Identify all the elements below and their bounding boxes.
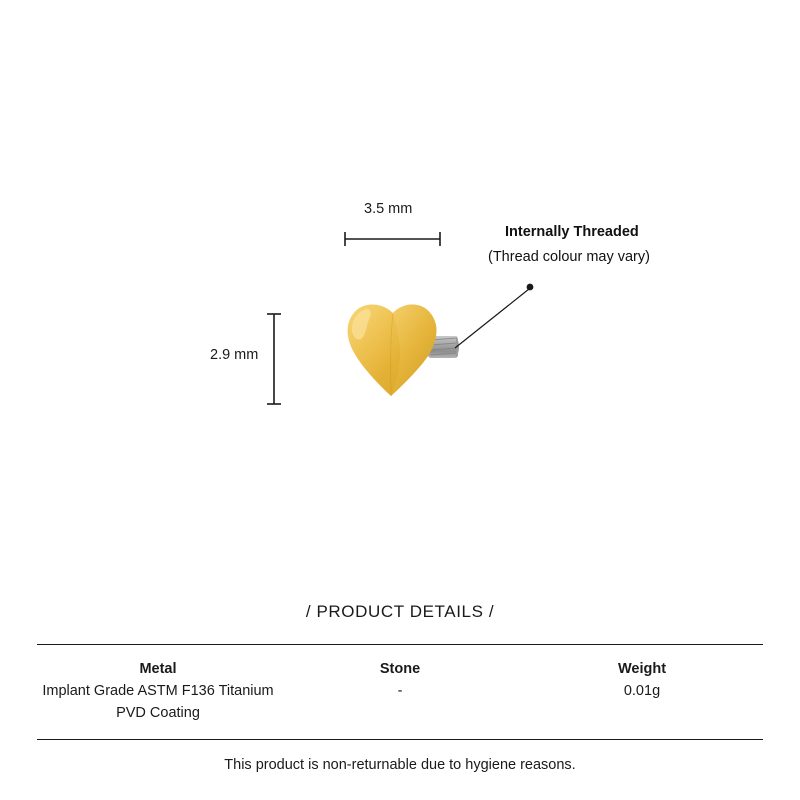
cell-weight: 0.01g	[623, 683, 661, 699]
height-dimension-line	[267, 314, 281, 404]
product-details-heading: / PRODUCT DETAILS /	[305, 602, 495, 621]
column-header-stone: Stone	[379, 661, 421, 677]
product-details-section	[0, 560, 800, 773]
metal-line-1: Implant Grade ASTM F136 Titanium	[42, 683, 274, 699]
metal-line-2: PVD Coating	[116, 705, 200, 722]
column-header-metal: Metal	[139, 661, 177, 677]
heart-charm	[348, 305, 437, 397]
column-header-weight: Weight	[617, 661, 667, 677]
internally-threaded-callout-title: Internally Threaded	[505, 224, 639, 240]
width-dimension-label: 3.5 mm	[364, 201, 413, 217]
width-dimension-line	[345, 232, 440, 246]
callout-leader	[455, 284, 533, 348]
product-specs-table	[37, 645, 763, 739]
height-dimension-label: 2.9 mm	[210, 347, 259, 363]
table-header-row	[37, 645, 763, 679]
cell-stone: -	[397, 683, 403, 699]
internally-threaded-callout-subtitle: (Thread colour may vary)	[488, 249, 650, 265]
cell-metal	[37, 679, 279, 739]
returns-footnote: This product is non-returnable due to hygiene reasons.	[224, 756, 576, 773]
table-row	[37, 679, 763, 739]
